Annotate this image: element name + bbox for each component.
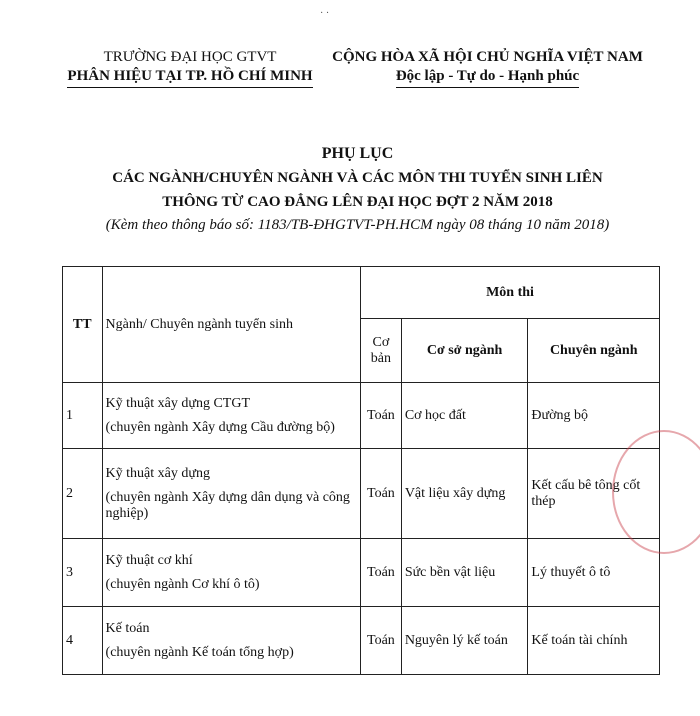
major-name: Kỹ thuật xây dựng CTGT: [105, 395, 251, 411]
row-co-ban: Toán: [361, 449, 402, 539]
major-name: Kỹ thuật cơ khí: [105, 552, 193, 568]
table-row: [63, 383, 660, 449]
table-row: [63, 607, 660, 675]
header-nganh: Ngành/ Chuyên ngành tuyển sinh: [102, 267, 360, 383]
row-chuyen-nganh: Đường bộ: [528, 383, 660, 449]
header-chuyen-nganh: Chuyên ngành: [528, 319, 660, 383]
header-co-ban: Cơ bản: [361, 319, 402, 383]
university-name: TRƯỜNG ĐẠI HỌC GTVT: [103, 49, 277, 65]
branch-name: PHÂN HIỆU TẠI TP. HỒ CHÍ MINH: [67, 67, 312, 88]
header-mon-thi: Môn thi: [361, 267, 660, 319]
issuer-header: [55, 48, 325, 88]
row-tt: 2: [63, 449, 103, 539]
reference-note: (Kèm theo thông báo số: 1183/TB-ĐHGTVT-PH.HCM ngày 08 tháng 10 năm 2018): [105, 217, 610, 233]
appendix-title: PHỤ LỤC: [321, 145, 394, 162]
specialization: (chuyên ngành Cơ khí ô tô): [105, 576, 260, 592]
row-co-so-nganh: Nguyên lý kế toán: [401, 607, 528, 675]
row-chuyen-nganh: Lý thuyết ô tô: [528, 539, 660, 607]
national-header: [320, 48, 655, 88]
row-tt: 4: [63, 607, 103, 675]
row-nganh: [102, 449, 360, 539]
header-row: [63, 267, 660, 319]
subjects-table: [62, 266, 660, 675]
row-co-ban: Toán: [361, 607, 402, 675]
row-nganh: [102, 539, 360, 607]
national-title: CỘNG HÒA XÃ HỘI CHỦ NGHĨA VIỆT NAM: [332, 49, 643, 65]
row-nganh: [102, 383, 360, 449]
row-tt: 3: [63, 539, 103, 607]
row-co-so-nganh: Vật liệu xây dựng: [401, 449, 528, 539]
specialization: (chuyên ngành Xây dựng Cầu đường bộ): [105, 419, 335, 435]
national-motto: Độc lập - Tự do - Hạnh phúc: [396, 67, 579, 88]
row-co-ban: Toán: [361, 383, 402, 449]
row-nganh: [102, 607, 360, 675]
table-row: [63, 539, 660, 607]
major-name: Kỹ thuật xây dựng: [105, 465, 210, 481]
row-co-so-nganh: Sức bền vật liệu: [401, 539, 528, 607]
table-row: [63, 449, 660, 539]
header-co-so-nganh: Cơ sở ngành: [401, 319, 528, 383]
subtitle-line2: THÔNG TỪ CAO ĐẲNG LÊN ĐẠI HỌC ĐỢT 2 NĂM 2018: [162, 194, 553, 210]
row-co-ban: Toán: [361, 539, 402, 607]
scan-speck: · ·: [320, 8, 330, 19]
row-tt: 1: [63, 383, 103, 449]
document-title: [60, 142, 655, 236]
specialization: (chuyên ngành Kế toán tổng hợp): [105, 644, 294, 660]
header-tt: TT: [63, 267, 103, 383]
row-chuyen-nganh: Kết cấu bê tông cốt thép: [528, 449, 660, 539]
row-co-so-nganh: Cơ học đất: [401, 383, 528, 449]
specialization: (chuyên ngành Xây dựng dân dụng và công nghiệp): [105, 489, 350, 521]
subtitle-line1: CÁC NGÀNH/CHUYÊN NGÀNH VÀ CÁC MÔN THI TUYỂN SINH LIÊN: [112, 170, 603, 186]
major-name: Kế toán: [105, 620, 150, 636]
row-chuyen-nganh: Kế toán tài chính: [528, 607, 660, 675]
